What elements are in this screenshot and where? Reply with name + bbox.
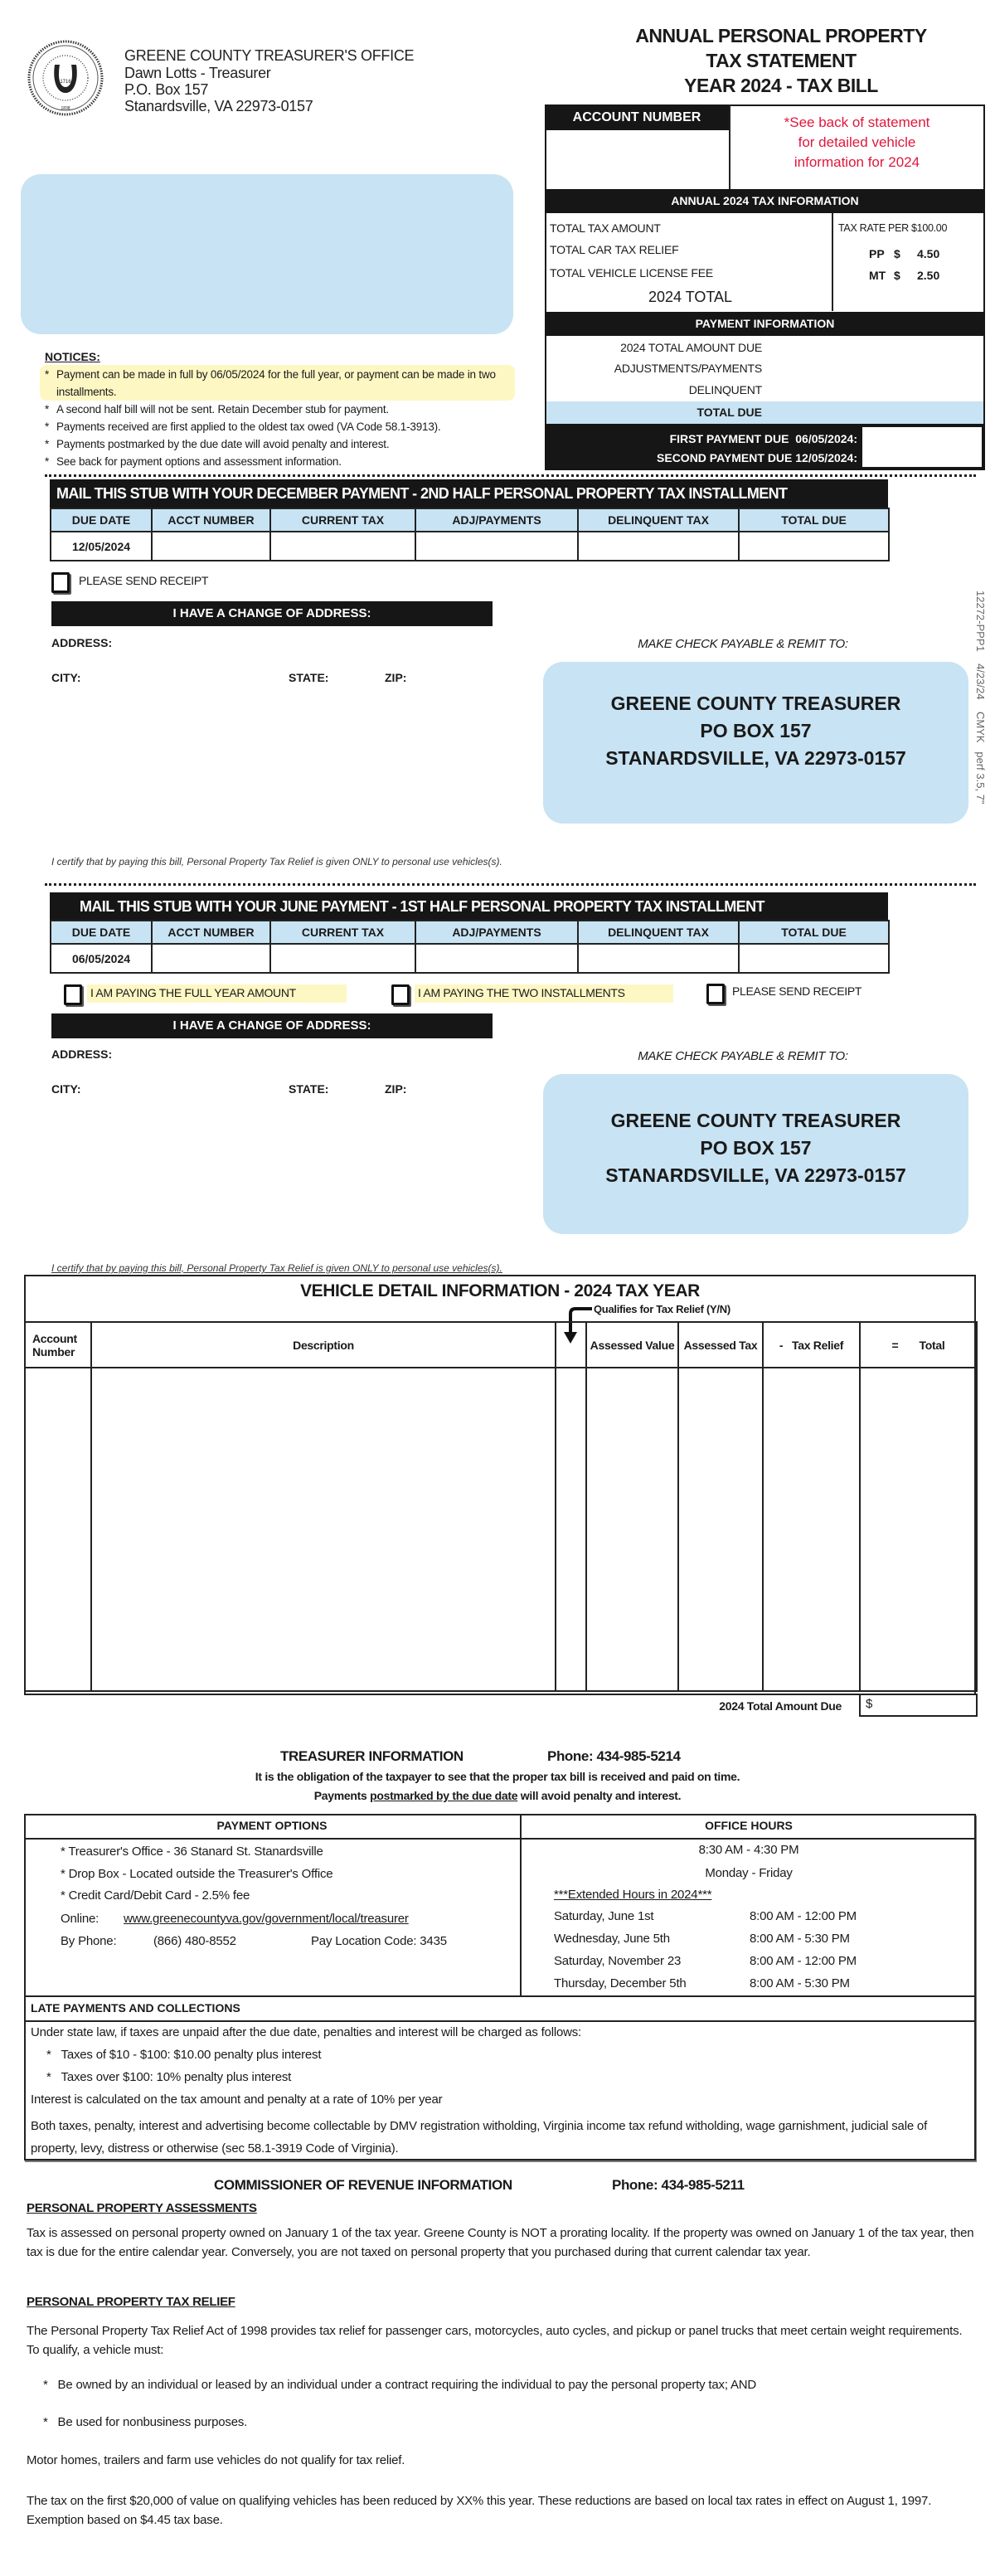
mailing-address-window bbox=[21, 174, 513, 334]
extended-day: Saturday, June 1st bbox=[554, 1909, 654, 1923]
perforation-line bbox=[45, 883, 976, 886]
column-header: ACCT NUMBER bbox=[152, 508, 270, 532]
rate-currency: $ bbox=[894, 269, 900, 282]
total-tax-amount-label: TOTAL TAX AMOUNT bbox=[550, 221, 661, 235]
city-label: CITY: bbox=[51, 1082, 81, 1096]
current-tax-cell bbox=[270, 944, 415, 973]
due-date-cell: 06/05/2024 bbox=[51, 944, 152, 973]
rate-currency: $ bbox=[894, 247, 900, 260]
county-seal-logo bbox=[27, 40, 104, 116]
column-header-qualifies bbox=[556, 1322, 586, 1368]
column-header-assessed-value: Assessed Value bbox=[586, 1322, 678, 1368]
column-header: ADJ/PAYMENTS bbox=[415, 508, 578, 532]
postmark-underlined: postmarked by the due date bbox=[370, 1789, 518, 1802]
delinquent-tax-cell bbox=[578, 944, 739, 973]
remit-label: MAKE CHECK PAYABLE & REMIT TO: bbox=[638, 1049, 848, 1063]
adj-payments-cell bbox=[415, 944, 578, 973]
office-hours: 8:30 AM - 4:30 PM bbox=[698, 1843, 799, 1857]
acct-number-cell bbox=[152, 532, 270, 561]
payment-info-header: PAYMENT INFORMATION bbox=[545, 312, 985, 336]
note-line: information for 2024 bbox=[794, 154, 920, 170]
postmark-text: will avoid penalty and interest. bbox=[517, 1789, 682, 1802]
payment-option-item: * Credit Card/Debit Card - 2.5% fee bbox=[61, 1888, 250, 1903]
statement-title: YEAR 2024 - TAX BILL bbox=[684, 75, 878, 96]
column-header: DUE DATE bbox=[51, 508, 152, 532]
office-name: GREENE COUNTY TREASURER'S OFFICE bbox=[124, 47, 415, 64]
total-vehicle-license-fee-label: TOTAL VEHICLE LICENSE FEE bbox=[550, 266, 714, 279]
column-header: DUE DATE bbox=[51, 921, 152, 944]
certify-statement: I certify that by paying this bill, Personal Property Tax Relief is given ONLY to personal use vehicles(s). bbox=[51, 856, 502, 868]
penalty-text: Taxes of $10 - $100: $10.00 penalty plus interest bbox=[61, 2048, 322, 2062]
column-header: DELINQUENT TAX bbox=[578, 508, 739, 532]
office-hours-header: OFFICE HOURS bbox=[705, 1819, 793, 1832]
interest-note: Interest is calculated on the tax amount and penalty at a rate of 10% per year bbox=[31, 2092, 443, 2107]
extended-day: Thursday, December 5th bbox=[554, 1976, 687, 1990]
office-days: Monday - Friday bbox=[705, 1866, 793, 1880]
state-label: STATE: bbox=[289, 1082, 329, 1096]
notices-title: NOTICES: bbox=[45, 350, 100, 363]
send-receipt-checkbox[interactable] bbox=[51, 572, 70, 593]
two-installments-label: I AM PAYING THE TWO INSTALLMENTS bbox=[415, 984, 673, 1003]
june-stub-header: MAIL THIS STUB WITH YOUR JUNE PAYMENT - 1ST HALF PERSONAL PROPERTY TAX INSTALLMENT bbox=[50, 892, 888, 921]
total-due-cell bbox=[739, 944, 889, 973]
assessments-heading: PERSONAL PROPERTY ASSESSMENTS bbox=[27, 2201, 257, 2215]
statement-title: ANNUAL PERSONAL PROPERTY bbox=[635, 25, 927, 46]
remit-line: PO BOX 157 bbox=[700, 1137, 812, 1159]
total-amount-due-label: 2024 Total Amount Due bbox=[719, 1699, 842, 1713]
treasurer-info-title: TREASURER INFORMATION bbox=[280, 1748, 464, 1764]
send-receipt-label: PLEASE SEND RECEIPT bbox=[732, 984, 862, 998]
motor-homes-note: Motor homes, trailers and farm use vehicles do not qualify for tax relief. bbox=[27, 2453, 405, 2467]
extended-day: Wednesday, June 5th bbox=[554, 1932, 670, 1946]
vehicle-cell bbox=[586, 1368, 678, 1691]
notices-list bbox=[45, 366, 517, 470]
svg-text:1838: 1838 bbox=[61, 106, 70, 111]
column-header: TOTAL DUE bbox=[739, 508, 889, 532]
pay-by-phone-number: (866) 480-8552 bbox=[153, 1934, 236, 1948]
column-header-assessed-tax: Assessed Tax bbox=[678, 1322, 763, 1368]
due-date-cell: 12/05/2024 bbox=[51, 532, 152, 561]
current-tax-cell bbox=[270, 532, 415, 561]
certify-statement: I certify that by paying this bill, Personal Property Tax Relief is given ONLY to personal use vehicles(s). bbox=[51, 1262, 502, 1274]
adj-payments-cell bbox=[415, 532, 578, 561]
send-receipt-checkbox[interactable] bbox=[706, 984, 725, 1004]
tax-rate-label: TAX RATE PER $100.00 bbox=[838, 222, 948, 234]
extended-time: 8:00 AM - 12:00 PM bbox=[750, 1954, 857, 1968]
divider bbox=[24, 2020, 976, 2022]
remit-label: MAKE CHECK PAYABLE & REMIT TO: bbox=[638, 637, 848, 651]
column-header: ADJ/PAYMENTS bbox=[415, 921, 578, 944]
collections-note: Both taxes, penalty, interest and advertising become collectable by DMV registration witholding, Virginia income tax refund witholding, wage garnishment, judicial sale of property, levy, distress or otherwise (sec 58.1-3919 Code of Virginia). bbox=[31, 2119, 928, 2156]
treasurer-website-link[interactable]: www.greenecountyva.gov/government/local/treasurer bbox=[124, 1912, 409, 1926]
note-line: *See back of statement bbox=[784, 114, 930, 130]
change-of-address-header: I HAVE A CHANGE OF ADDRESS: bbox=[51, 1013, 493, 1038]
account-number-label: ACCOUNT NUMBER bbox=[545, 104, 729, 130]
extended-time: 8:00 AM - 12:00 PM bbox=[750, 1909, 857, 1923]
zip-label: ZIP: bbox=[385, 1082, 407, 1096]
second-payment-due: SECOND PAYMENT DUE 12/05/2024: bbox=[657, 451, 857, 464]
assessments-text: Tax is assessed on personal property owned on January 1 of the tax year. Greene County is NOT a prorating locality. If the property was owned on January 1 of the tax year, then tax is due for the entire calendar year. Conversely, you are not taxed on personal property that you purchased during that current calendar tax year. bbox=[27, 2226, 974, 2259]
column-header-account-number: Account Number bbox=[25, 1322, 91, 1368]
penalty-text: Taxes over $100: 10% penalty plus interest bbox=[61, 2070, 292, 2084]
delinquent-label: DELINQUENT bbox=[688, 383, 762, 396]
total-due-cell bbox=[739, 532, 889, 561]
two-installments-checkbox[interactable] bbox=[391, 984, 410, 1005]
treasurer-phone: Phone: 434-985-5214 bbox=[547, 1748, 681, 1764]
divider bbox=[520, 1814, 522, 1996]
rate-code: MT bbox=[869, 269, 886, 282]
rate-value: 2.50 bbox=[917, 269, 940, 282]
zip-label: ZIP: bbox=[385, 671, 407, 684]
vehicle-cell bbox=[91, 1368, 556, 1691]
column-header-total: = Total bbox=[860, 1322, 977, 1368]
vehicle-cell bbox=[25, 1368, 91, 1691]
remit-line: GREENE COUNTY TREASURER bbox=[610, 693, 901, 714]
city-label: CITY: bbox=[51, 671, 81, 684]
qualifies-label: Qualifies for Tax Relief (Y/N) bbox=[594, 1303, 730, 1315]
vehicle-detail-title: VEHICLE DETAIL INFORMATION - 2024 TAX YEAR bbox=[300, 1281, 700, 1300]
column-header-description: Description bbox=[91, 1322, 556, 1368]
print-code-text: 12272-PPP1 4/23/24 CMYK perf 3.5, 7" bbox=[974, 591, 987, 804]
state-label: STATE: bbox=[289, 671, 329, 684]
relief-heading: PERSONAL PROPERTY TAX RELIEF bbox=[27, 2295, 235, 2309]
commissioner-phone: Phone: 434-985-5211 bbox=[612, 2177, 745, 2193]
postmark-text: Payments bbox=[313, 1789, 371, 1802]
adjustments-payments-label: ADJUSTMENTS/PAYMENTS bbox=[614, 362, 762, 375]
commissioner-title: COMMISSIONER OF REVENUE INFORMATION bbox=[214, 2177, 512, 2193]
full-year-label: I AM PAYING THE FULL YEAR AMOUNT bbox=[87, 984, 347, 1003]
column-header: DELINQUENT TAX bbox=[578, 921, 739, 944]
notice-item: * Payments received are first applied to the oldest tax owed (VA Code 58.1-3913). bbox=[45, 418, 517, 435]
total-amount-due-box: $ bbox=[859, 1694, 978, 1717]
vehicle-detail-table bbox=[24, 1321, 978, 1692]
address-label: ADDRESS: bbox=[51, 1047, 113, 1061]
vehicle-cell bbox=[556, 1368, 586, 1691]
payment-options-header: PAYMENT OPTIONS bbox=[216, 1819, 328, 1832]
first-payment-due: FIRST PAYMENT DUE 06/05/2024: bbox=[669, 432, 857, 445]
payment-option-item: * Treasurer's Office - 36 Stanard St. Stanardsville bbox=[61, 1845, 323, 1859]
column-header: ACCT NUMBER bbox=[152, 921, 270, 944]
divider bbox=[24, 1838, 976, 1840]
late-payments-title: LATE PAYMENTS AND COLLECTIONS bbox=[31, 2001, 240, 2015]
june-stub-table bbox=[50, 920, 890, 974]
remit-address-box bbox=[543, 1074, 968, 1234]
full-year-checkbox[interactable] bbox=[64, 984, 82, 1005]
relief-bullet-text: Be owned by an individual or leased by an individual under a contract requiring the individual to pay the personal property tax; AND bbox=[57, 2378, 757, 2392]
rate-row-pp bbox=[869, 247, 939, 260]
late-payments-intro: Under state law, if taxes are unpaid after the due date, penalties and interest will be charged as follows: bbox=[31, 2025, 582, 2039]
vehicle-cell bbox=[763, 1368, 860, 1691]
extended-time: 8:00 AM - 5:30 PM bbox=[750, 1932, 850, 1946]
rate-value: 4.50 bbox=[917, 247, 940, 260]
phone-label: By Phone: bbox=[61, 1934, 117, 1948]
annual-tax-info-header: ANNUAL 2024 TAX INFORMATION bbox=[545, 189, 985, 213]
statement-title: TAX STATEMENT bbox=[706, 50, 857, 71]
address-label: ADDRESS: bbox=[51, 636, 113, 649]
remit-line: PO BOX 157 bbox=[700, 720, 812, 741]
seal-icon bbox=[27, 40, 104, 116]
relief-bullet-text: Be used for nonbusiness purposes. bbox=[57, 2415, 248, 2429]
payment-option-item: * Drop Box - Located outside the Treasurer's Office bbox=[61, 1867, 333, 1881]
penalty-bullet: * Taxes over $100: 10% penalty plus interest bbox=[46, 2070, 292, 2084]
reduction-note: The tax on the first $20,000 of value on qualifying vehicles has been reduced by XX% this year. These reductions are based on local tax rates in effect on August 1, 1997. Exemption based on $4.45 tax base. bbox=[27, 2494, 932, 2527]
office-po-box: P.O. Box 157 bbox=[124, 81, 209, 98]
treasurer-name: Dawn Lotts - Treasurer bbox=[124, 65, 271, 81]
column-header: CURRENT TAX bbox=[270, 508, 415, 532]
vehicle-info-note bbox=[730, 113, 983, 173]
extended-hours-label: ***Extended Hours in 2024*** bbox=[554, 1888, 712, 1902]
send-receipt-label: PLEASE SEND RECEIPT bbox=[79, 574, 209, 587]
notice-item: * Payment can be made in full by 06/05/2024 for the full year, or payment can be made in two installments. bbox=[45, 366, 517, 401]
remit-line: GREENE COUNTY TREASURER bbox=[610, 1110, 901, 1131]
remit-line: STANARDSVILLE, VA 22973-0157 bbox=[605, 747, 906, 769]
relief-bullet: * Be owned by an individual or leased by an individual under a contract requiring the individual to pay the personal property tax; AND bbox=[43, 2378, 757, 2392]
december-stub-header: MAIL THIS STUB WITH YOUR DECEMBER PAYMENT - 2ND HALF PERSONAL PROPERTY TAX INSTALLMENT bbox=[50, 479, 888, 508]
notice-item: * Payments postmarked by the due date will avoid penalty and interest. bbox=[45, 435, 517, 453]
perforation-line bbox=[45, 474, 976, 477]
office-city: Stanardsville, VA 22973-0157 bbox=[124, 98, 313, 114]
note-line: for detailed vehicle bbox=[798, 134, 916, 150]
online-label: Online: bbox=[61, 1912, 100, 1926]
notice-item: * See back for payment options and assessment information. bbox=[45, 453, 517, 470]
penalty-bullet: * Taxes of $10 - $100: $10.00 penalty plus interest bbox=[46, 2048, 322, 2062]
relief-text: The Personal Property Tax Relief Act of 1998 provides tax relief for passenger cars, motorcycles, auto cycles, and pickup or panel trucks that meet certain weight requirements. To qualify, a vehicle must: bbox=[27, 2324, 963, 2357]
extended-time: 8:00 AM - 5:30 PM bbox=[750, 1976, 850, 1990]
postmark-notice bbox=[0, 1789, 995, 1802]
total-amount-due-label: 2024 TOTAL AMOUNT DUE bbox=[620, 341, 762, 354]
relief-bullet: * Be used for nonbusiness purposes. bbox=[43, 2415, 248, 2429]
total-due-label: TOTAL DUE bbox=[696, 406, 762, 419]
column-header-tax-relief: - Tax Relief bbox=[763, 1322, 860, 1368]
delinquent-tax-cell bbox=[578, 532, 739, 561]
extended-day: Saturday, November 23 bbox=[554, 1954, 682, 1968]
acct-number-cell bbox=[152, 944, 270, 973]
remit-line: STANARDSVILLE, VA 22973-0157 bbox=[605, 1164, 906, 1186]
account-number-value bbox=[546, 130, 727, 188]
total-car-tax-relief-label: TOTAL CAR TAX RELIEF bbox=[550, 243, 679, 256]
divider bbox=[832, 213, 833, 311]
taxpayer-obligation: It is the obligation of the taxpayer to see that the proper tax bill is received and paid on time. bbox=[255, 1770, 740, 1783]
notice-item: * A second half bill will not be sent. Retain December stub for payment. bbox=[45, 401, 517, 418]
column-header: TOTAL DUE bbox=[739, 921, 889, 944]
december-stub-table bbox=[50, 508, 890, 561]
divider bbox=[24, 1995, 976, 1997]
annual-total-label: 2024 TOTAL bbox=[648, 289, 733, 305]
print-code bbox=[970, 591, 987, 827]
vehicle-cell bbox=[860, 1368, 977, 1691]
column-header: CURRENT TAX bbox=[270, 921, 415, 944]
rate-row-mt bbox=[869, 269, 939, 282]
svg-text:1716: 1716 bbox=[60, 80, 71, 85]
change-of-address-header: I HAVE A CHANGE OF ADDRESS: bbox=[51, 601, 493, 626]
remit-address-box bbox=[543, 662, 968, 824]
payment-due-amount-box bbox=[862, 427, 982, 467]
pay-location-code: Pay Location Code: 3435 bbox=[311, 1934, 447, 1948]
vehicle-cell bbox=[678, 1368, 763, 1691]
rate-code: PP bbox=[869, 247, 885, 260]
